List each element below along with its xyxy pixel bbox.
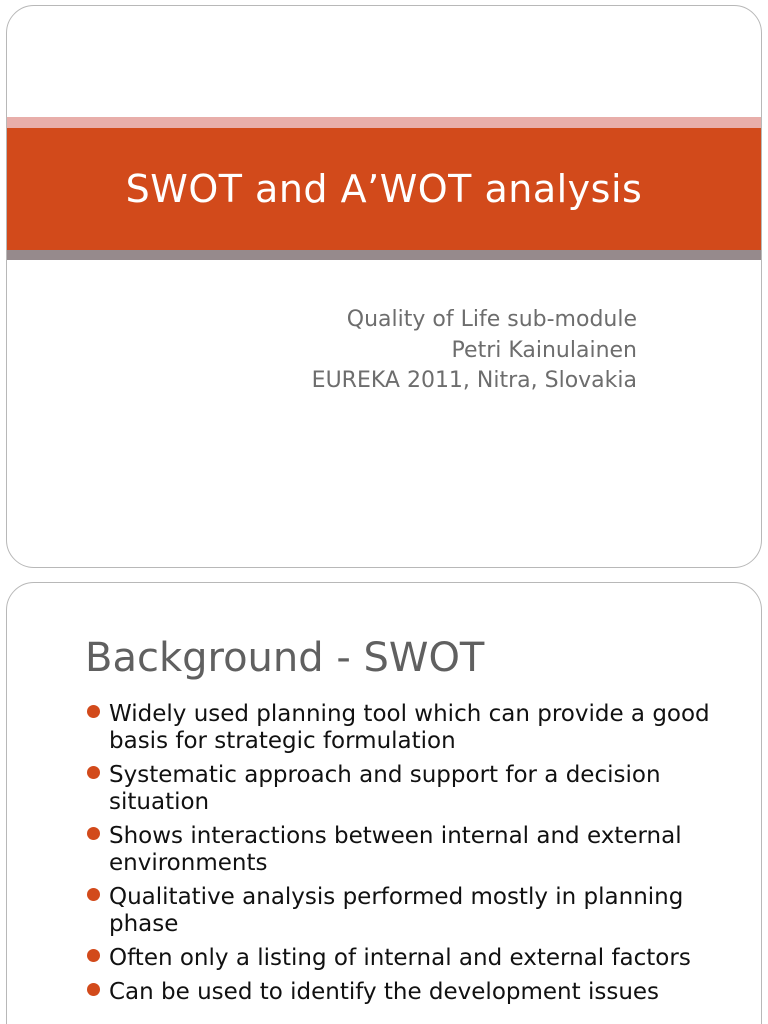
slide-title: SWOT and A’WOT analysis xyxy=(125,167,643,211)
bullet-text: Shows interactions between internal and external environments xyxy=(109,823,682,876)
bullet-text: Can be used to identify the development issues xyxy=(109,979,660,1005)
bullet-text: Qualitative analysis performed mostly in planning phase xyxy=(109,884,684,937)
bullet-item xyxy=(85,762,745,816)
bullet-dot-icon xyxy=(87,827,100,840)
bullet-item xyxy=(85,701,745,755)
slide-heading: Background - SWOT xyxy=(85,635,485,681)
bullet-text: Widely used planning tool which can provide a good basis for strategic formulation xyxy=(109,701,710,754)
subtitle-line: EUREKA 2011, Nitra, Slovakia xyxy=(311,368,637,393)
bullet-text: Often only a listing of internal and external factors xyxy=(109,945,691,971)
bullet-dot-icon xyxy=(87,983,100,996)
title-band xyxy=(7,128,761,250)
bullet-dot-icon xyxy=(87,888,100,901)
content-slide xyxy=(6,582,762,1024)
subtitle-line: Petri Kainulainen xyxy=(451,337,637,363)
bullet-dot-icon xyxy=(87,949,100,962)
bullet-list xyxy=(85,701,745,1013)
bullet-dot-icon xyxy=(87,705,100,718)
bullet-item xyxy=(85,884,745,938)
title-slide xyxy=(6,5,762,568)
bullet-item xyxy=(85,979,745,1006)
bullet-item xyxy=(85,823,745,877)
bullet-item xyxy=(85,945,745,972)
title-band-top-stripe xyxy=(7,117,761,128)
subtitle-line: Quality of Life sub-module xyxy=(346,307,637,332)
bullet-dot-icon xyxy=(87,766,100,779)
title-band-bottom-stripe xyxy=(7,250,761,260)
bullet-text: Systematic approach and support for a decision situation xyxy=(109,762,661,815)
slide-subtitle xyxy=(312,305,637,397)
